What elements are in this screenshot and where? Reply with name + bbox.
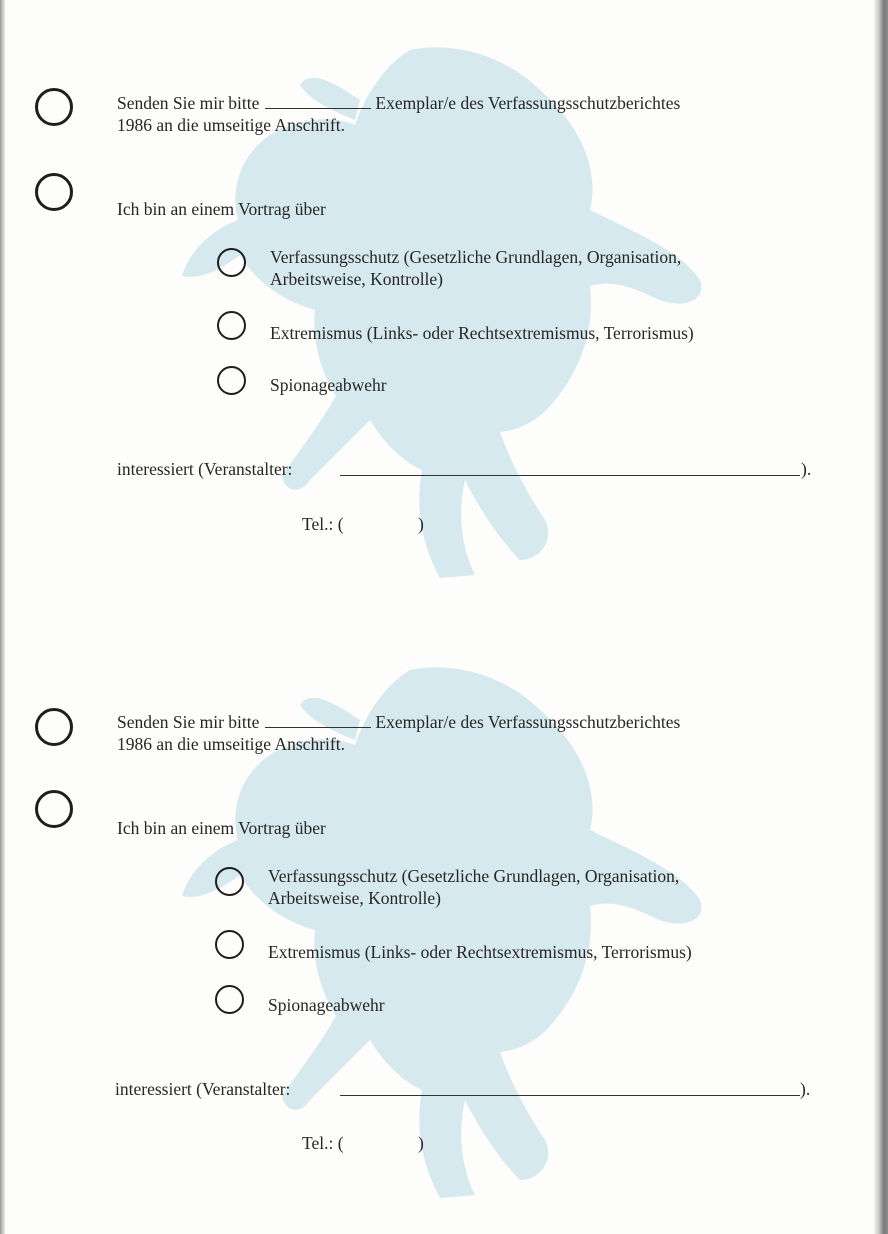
- topic-1-line-2: Arbeitsweise, Kontrolle): [270, 269, 444, 289]
- request-form-2: [0, 620, 888, 1180]
- topic-checkbox-spionageabwehr[interactable]: [215, 985, 244, 1014]
- topic-checkbox-extremismus[interactable]: [217, 311, 246, 340]
- topic-checkbox-verfassungsschutz[interactable]: [217, 248, 246, 277]
- organizer-close: ).: [801, 459, 812, 479]
- topic-checkbox-spionageabwehr[interactable]: [217, 366, 246, 395]
- organizer-close: ).: [800, 1079, 811, 1099]
- order-text-before: Senden Sie mir bitte: [117, 712, 260, 732]
- order-line-2: 1986 an die umseitige Anschrift.: [117, 115, 345, 135]
- copies-blank-field[interactable]: [265, 108, 371, 109]
- organizer-field[interactable]: [340, 475, 800, 476]
- order-text-after: Exemplar/e des Verfassungsschutzberichtes: [375, 93, 681, 113]
- order-line-2: 1986 an die umseitige Anschrift.: [117, 734, 345, 754]
- interest-intro: Ich bin an einem Vortrag über: [117, 199, 326, 219]
- topic-2-line-1: Extremismus (Links- oder Rechtsextremismus, Terrorismus): [268, 942, 692, 962]
- organizer-label: interessiert (Veranstalter:: [115, 1079, 291, 1099]
- topic-1-line-1: Verfassungsschutz (Gesetzliche Grundlagen, Organisation,: [270, 247, 682, 267]
- topic-checkbox-extremismus[interactable]: [215, 930, 244, 959]
- order-report-checkbox[interactable]: [35, 88, 73, 126]
- topic-3-line-1: Spionageabwehr: [270, 375, 387, 395]
- order-text-before: Senden Sie mir bitte: [117, 93, 260, 113]
- topic-1-line-2: Arbeitsweise, Kontrolle): [268, 888, 442, 908]
- organizer-field[interactable]: [340, 1095, 800, 1096]
- phone-label: Tel.: (: [302, 514, 344, 534]
- organizer-label: interessiert (Veranstalter:: [117, 459, 293, 479]
- phone-label: Tel.: (: [302, 1133, 344, 1153]
- topic-1-line-1: Verfassungsschutz (Gesetzliche Grundlagen, Organisation,: [268, 866, 680, 886]
- order-line-1: [117, 92, 680, 114]
- interest-intro: Ich bin an einem Vortrag über: [117, 818, 326, 838]
- phone-close: ): [418, 1133, 424, 1153]
- phone-close: ): [418, 514, 424, 534]
- request-form-1: [0, 0, 888, 560]
- topic-checkbox-verfassungsschutz[interactable]: [215, 867, 244, 896]
- order-text-after: Exemplar/e des Verfassungsschutzberichtes: [375, 712, 681, 732]
- order-line-1: [117, 711, 680, 733]
- lecture-interest-checkbox[interactable]: [35, 790, 73, 828]
- order-report-checkbox[interactable]: [35, 708, 73, 746]
- lecture-interest-checkbox[interactable]: [35, 173, 73, 211]
- topic-2-line-1: Extremismus (Links- oder Rechtsextremismus, Terrorismus): [270, 323, 694, 343]
- topic-3-line-1: Spionageabwehr: [268, 995, 385, 1015]
- copies-blank-field[interactable]: [265, 727, 371, 728]
